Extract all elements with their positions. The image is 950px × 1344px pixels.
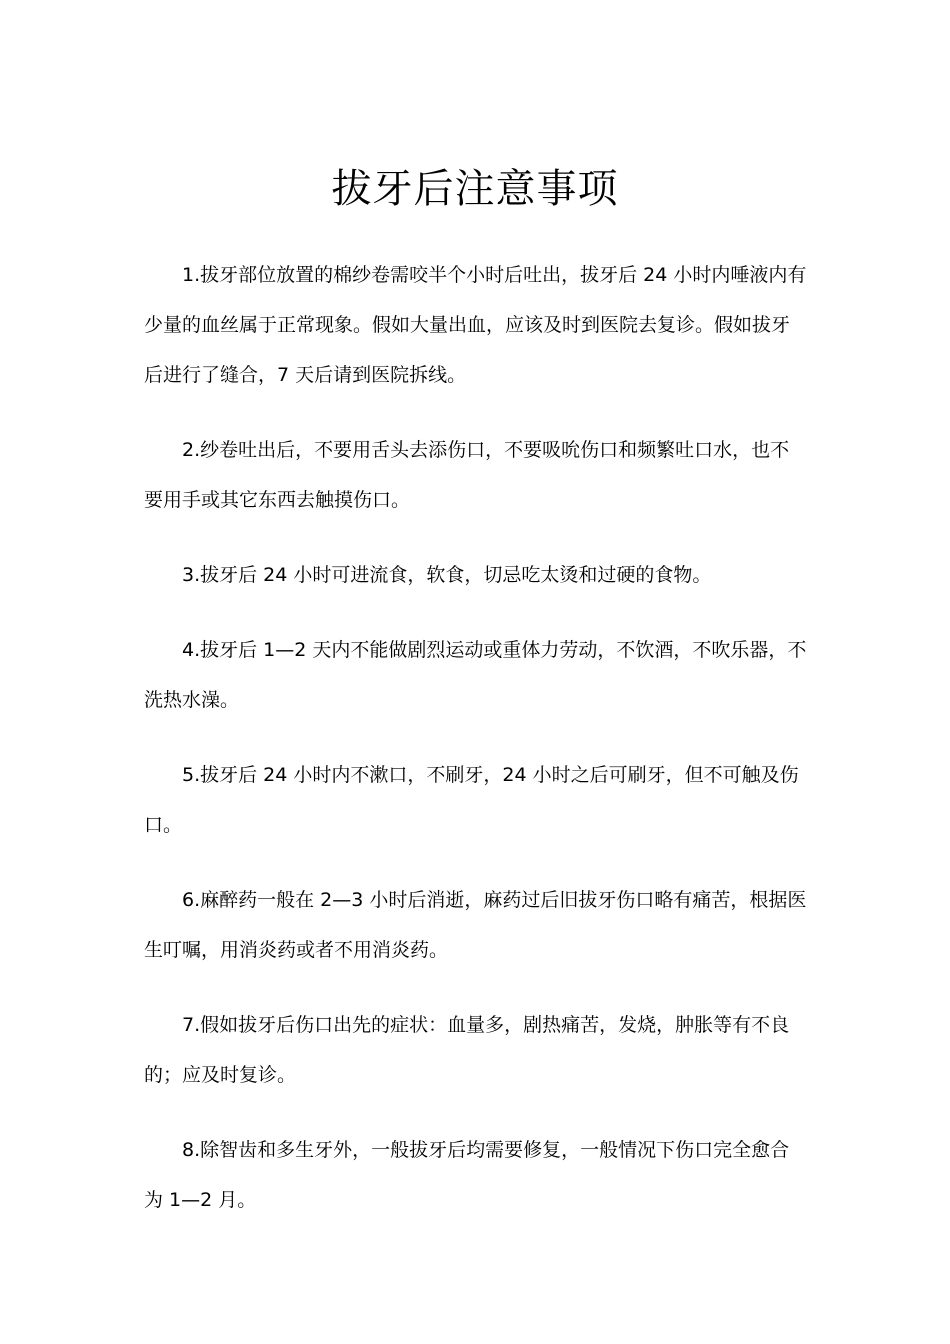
paragraph-2: 2.纱卷吐出后，不要用舌头去添伤口，不要吸吮伤口和频繁吐口水，也不要用手或其它东西去触摸伤口。	[144, 439, 790, 511]
paragraph-5: 5.拔牙后 24 小时内不漱口，不刷牙，24 小时之后可刷牙，但不可触及伤口。	[144, 764, 799, 836]
paragraph-7: 7.假如拔牙后伤口出先的症状：血量多，剧热痛苦，发烧，肿胀等有不良的；应及时复诊。	[144, 1014, 790, 1086]
paragraph-3: 3.拔牙后 24 小时可进流食，软食，切忌吃太烫和过硬的食物。	[182, 564, 712, 586]
paragraph-6: 6.麻醉药一般在 2—3 小时后消逝，麻药过后旧拔牙伤口略有痛苦，根据医生叮嘱，用消炎药或者不用消炎药。	[144, 889, 807, 961]
document-body	[144, 250, 808, 1250]
paragraph-1: 1.拔牙部位放置的棉纱卷需咬半个小时后吐出，拔牙后 24 小时内唾液内有少量的血丝属于正常现象。假如大量出血，应该及时到医院去复诊。假如拔牙后进行了缝合，7 天后请到医院拆线。	[144, 264, 807, 386]
paragraph-8: 8.除智齿和多生牙外，一般拔牙后均需要修复，一般情况下伤口完全愈合为 1—2 月。	[144, 1139, 790, 1211]
paragraph-4: 4.拔牙后 1—2 天内不能做剧烈运动或重体力劳动，不饮酒，不吹乐器，不洗热水澡。	[144, 639, 807, 711]
document-title: 拔牙后注意事项	[331, 166, 619, 212]
